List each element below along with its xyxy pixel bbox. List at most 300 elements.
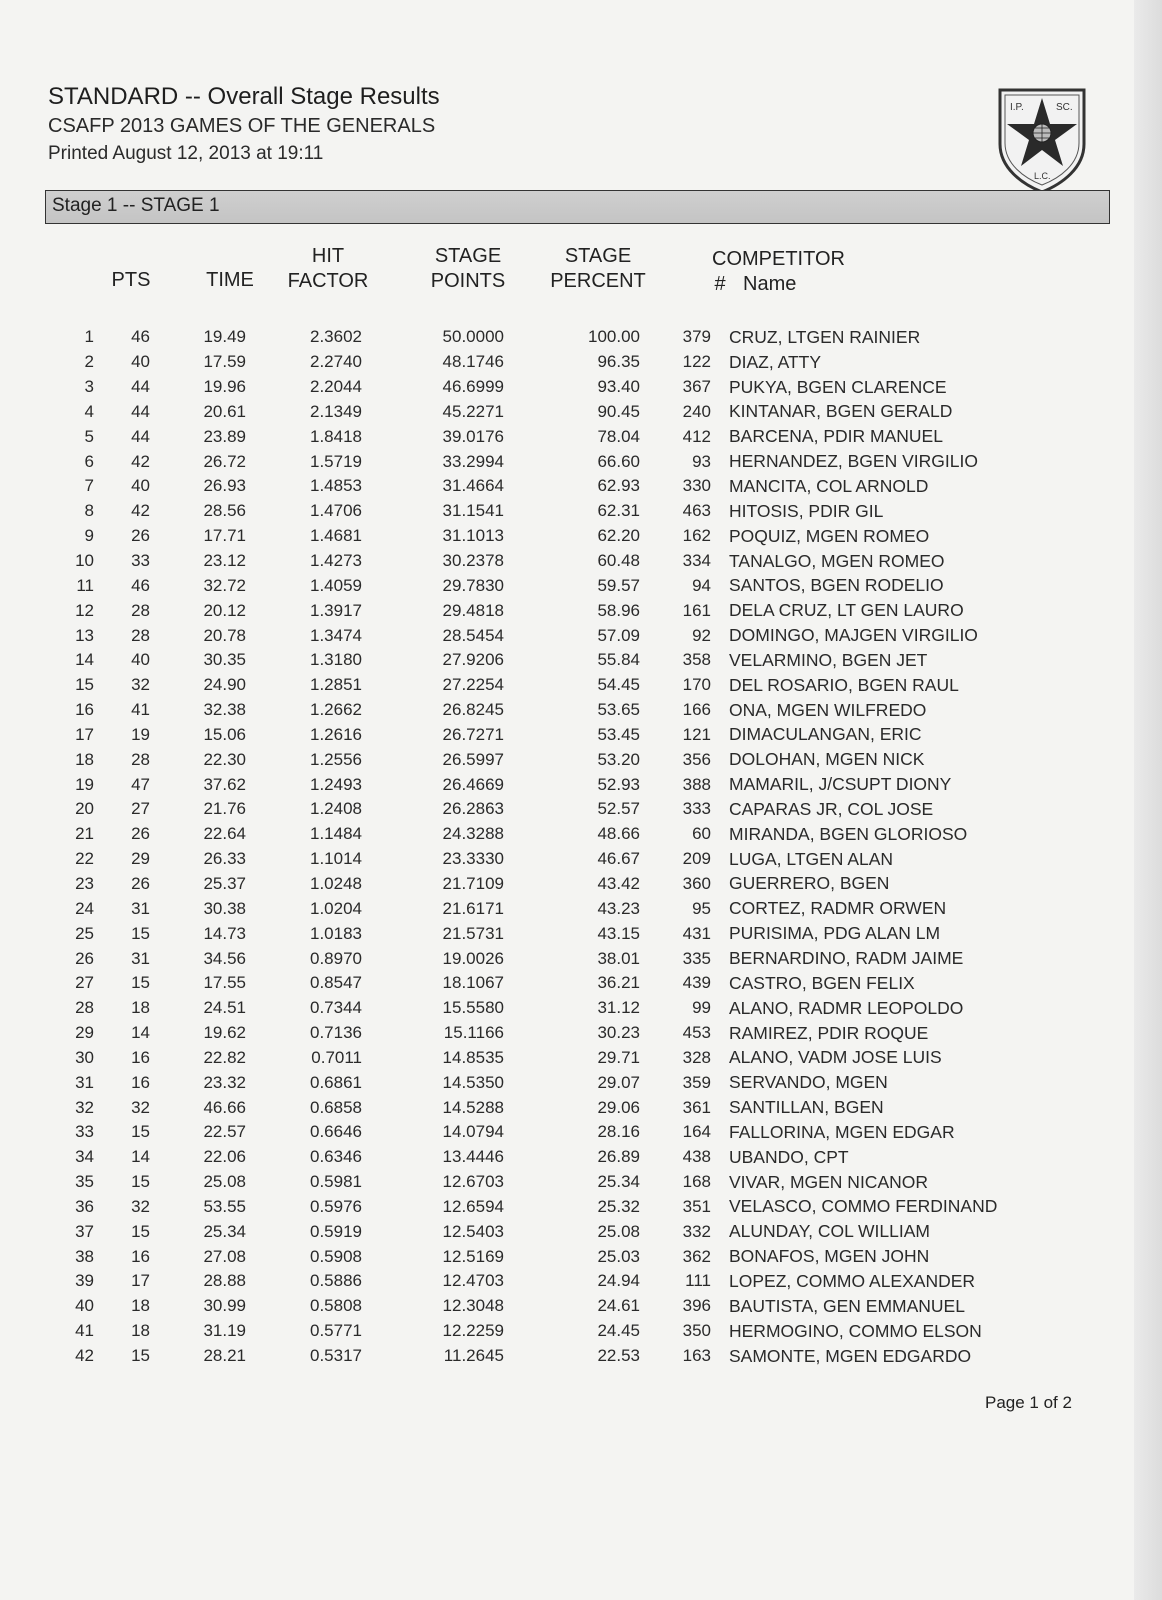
table-row bbox=[60, 673, 997, 698]
hit-factor-cell: 1.8418 bbox=[310, 426, 362, 446]
hit-factor-cell: 1.3180 bbox=[310, 650, 362, 670]
hit-factor-cell: 0.5771 bbox=[310, 1321, 362, 1341]
time-cell: 26.72 bbox=[203, 451, 246, 471]
competitor-name-cell: PUKYA, BGEN CLARENCE bbox=[729, 376, 947, 397]
table-row bbox=[60, 971, 997, 996]
stage-points-cell: 24.3288 bbox=[442, 824, 504, 844]
points-cell: 31 bbox=[131, 948, 150, 968]
stage-percent-cell: 57.09 bbox=[597, 625, 640, 645]
points-cell: 15 bbox=[131, 1346, 150, 1366]
competitor-number-cell: 93 bbox=[692, 451, 711, 471]
hit-factor-cell: 1.0248 bbox=[310, 873, 362, 893]
stage-points-cell: 14.5350 bbox=[442, 1072, 504, 1092]
competitor-name-cell: VELASCO, COMMO FERDINAND bbox=[729, 1196, 998, 1217]
table-row bbox=[60, 623, 997, 648]
competitor-name-cell: BONAFOS, MGEN JOHN bbox=[729, 1246, 930, 1267]
col-header-number: # bbox=[714, 273, 726, 295]
time-cell: 25.08 bbox=[203, 1172, 246, 1192]
time-cell: 23.32 bbox=[203, 1072, 246, 1092]
table-row bbox=[60, 797, 997, 822]
time-cell: 46.66 bbox=[203, 1097, 246, 1117]
table-row bbox=[60, 1021, 997, 1046]
rank-cell: 17 bbox=[75, 724, 94, 744]
points-cell: 14 bbox=[131, 1147, 150, 1167]
stage-header-bar bbox=[45, 190, 1110, 224]
time-cell: 28.88 bbox=[203, 1271, 246, 1291]
hit-factor-cell: 1.4853 bbox=[310, 476, 362, 496]
competitor-name-cell: HITOSIS, PDIR GIL bbox=[729, 500, 884, 521]
table-row bbox=[60, 1145, 997, 1170]
competitor-number-cell: 111 bbox=[685, 1271, 711, 1291]
competitor-name-cell: CAPARAS JR, COL JOSE bbox=[729, 798, 934, 819]
hit-factor-cell: 1.4681 bbox=[310, 526, 362, 546]
competitor-number-cell: 388 bbox=[682, 774, 711, 794]
stage-points-cell: 12.4703 bbox=[442, 1271, 504, 1291]
competitor-name-cell: ALUNDAY, COL WILLIAM bbox=[729, 1221, 930, 1242]
time-cell: 32.72 bbox=[203, 575, 246, 595]
points-cell: 28 bbox=[131, 600, 150, 620]
rank-cell: 35 bbox=[75, 1172, 94, 1192]
points-cell: 40 bbox=[131, 476, 150, 496]
competitor-name-cell: HERNANDEZ, BGEN VIRGILIO bbox=[729, 451, 978, 472]
points-cell: 31 bbox=[131, 898, 150, 918]
hit-factor-cell: 0.5808 bbox=[310, 1296, 362, 1316]
rank-cell: 16 bbox=[75, 700, 94, 720]
stage-points-cell: 14.0794 bbox=[442, 1122, 504, 1142]
competitor-number-cell: 95 bbox=[692, 898, 711, 918]
stage-points-cell: 31.4664 bbox=[442, 476, 504, 496]
table-row bbox=[60, 449, 997, 474]
rank-cell: 14 bbox=[75, 650, 94, 670]
points-cell: 47 bbox=[131, 774, 150, 794]
time-cell: 17.59 bbox=[203, 352, 246, 372]
rank-cell: 1 bbox=[84, 327, 94, 347]
competitor-number-cell: 350 bbox=[682, 1321, 711, 1341]
competitor-number-cell: 60 bbox=[692, 824, 711, 844]
hit-factor-cell: 1.4273 bbox=[310, 551, 362, 571]
stage-points-cell: 19.0026 bbox=[442, 948, 504, 968]
points-cell: 40 bbox=[131, 650, 150, 670]
table-row bbox=[60, 375, 997, 400]
competitor-number-cell: 334 bbox=[682, 551, 711, 571]
rank-cell: 3 bbox=[84, 377, 94, 397]
competitor-name-cell: CRUZ, LTGEN RAINIER bbox=[729, 326, 921, 347]
table-row bbox=[60, 723, 997, 748]
time-cell: 24.51 bbox=[203, 998, 246, 1018]
stage-percent-cell: 29.07 bbox=[597, 1072, 640, 1092]
logo-text-right: SC. bbox=[1056, 102, 1073, 113]
hit-factor-cell: 0.8970 bbox=[310, 948, 362, 968]
time-cell: 53.55 bbox=[203, 1196, 246, 1216]
competitor-name-cell: SANTILLAN, BGEN bbox=[729, 1097, 884, 1118]
stage-percent-cell: 53.20 bbox=[597, 749, 640, 769]
table-row bbox=[60, 1319, 997, 1344]
rank-cell: 34 bbox=[75, 1147, 94, 1167]
stage-points-cell: 26.2863 bbox=[442, 799, 504, 819]
report-title: STANDARD -- Overall Stage Results bbox=[48, 83, 440, 110]
points-cell: 19 bbox=[131, 724, 150, 744]
competitor-number-cell: 412 bbox=[682, 426, 711, 446]
time-cell: 26.93 bbox=[203, 476, 246, 496]
points-cell: 41 bbox=[131, 700, 150, 720]
points-cell: 15 bbox=[131, 1122, 150, 1142]
col-header-stage-percent: STAGE PERCENT bbox=[550, 245, 646, 292]
competitor-number-cell: 92 bbox=[692, 625, 711, 645]
table-row bbox=[60, 1195, 997, 1220]
competitor-name-cell: ALANO, RADMR LEOPOLDO bbox=[729, 997, 964, 1018]
stage-points-cell: 15.1166 bbox=[443, 1023, 504, 1043]
stage-percent-cell: 62.20 bbox=[597, 526, 640, 546]
rank-cell: 40 bbox=[75, 1296, 94, 1316]
time-cell: 30.35 bbox=[203, 650, 246, 670]
table-row bbox=[60, 474, 997, 499]
stage-points-cell: 29.4818 bbox=[442, 600, 504, 620]
stage-points-cell: 12.2259 bbox=[442, 1321, 504, 1341]
hit-factor-cell: 0.5981 bbox=[310, 1172, 362, 1192]
hit-factor-cell: 1.4706 bbox=[310, 501, 362, 521]
competitor-name-cell: CASTRO, BGEN FELIX bbox=[729, 972, 915, 993]
rank-cell: 25 bbox=[75, 923, 94, 943]
col-header-pts: PTS bbox=[111, 269, 151, 291]
time-cell: 25.37 bbox=[203, 873, 246, 893]
hit-factor-cell: 0.7136 bbox=[310, 1023, 362, 1043]
stage-points-cell: 26.4669 bbox=[442, 774, 504, 794]
stage-percent-cell: 62.31 bbox=[597, 501, 640, 521]
stage-percent-cell: 31.12 bbox=[597, 998, 640, 1018]
stage-points-cell: 28.5454 bbox=[442, 625, 504, 645]
hit-factor-cell: 1.1014 bbox=[310, 849, 362, 869]
time-cell: 19.49 bbox=[203, 327, 246, 347]
stage-points-cell: 21.7109 bbox=[442, 873, 504, 893]
competitor-name-cell: DIMACULANGAN, ERIC bbox=[729, 724, 922, 745]
rank-cell: 13 bbox=[75, 625, 94, 645]
competitor-number-cell: 438 bbox=[682, 1147, 711, 1167]
table-row bbox=[60, 499, 997, 524]
time-cell: 34.56 bbox=[203, 948, 246, 968]
stage-percent-cell: 26.89 bbox=[597, 1147, 640, 1167]
hit-factor-cell: 1.0183 bbox=[310, 923, 362, 943]
stage-points-cell: 12.5169 bbox=[442, 1246, 504, 1266]
time-cell: 15.06 bbox=[203, 724, 246, 744]
competitor-number-cell: 332 bbox=[682, 1221, 711, 1241]
competitor-number-cell: 328 bbox=[682, 1047, 711, 1067]
rank-cell: 27 bbox=[75, 973, 94, 993]
stage-points-cell: 39.0176 bbox=[442, 426, 504, 446]
rank-cell: 31 bbox=[75, 1072, 94, 1092]
competitor-name-cell: MAMARIL, J/CSUPT DIONY bbox=[729, 774, 952, 795]
time-cell: 28.21 bbox=[203, 1346, 246, 1366]
time-cell: 25.34 bbox=[203, 1221, 246, 1241]
competitor-number-cell: 333 bbox=[682, 799, 711, 819]
competitor-number-cell: 163 bbox=[682, 1346, 711, 1366]
competitor-name-cell: DOMINGO, MAJGEN VIRGILIO bbox=[729, 625, 978, 646]
competitor-number-cell: 463 bbox=[682, 501, 711, 521]
points-cell: 29 bbox=[131, 849, 150, 869]
scan-page-edge bbox=[1134, 0, 1162, 1600]
stage-percent-cell: 24.94 bbox=[597, 1271, 640, 1291]
printed-date: Printed August 12, 2013 at 19:11 bbox=[48, 143, 324, 164]
points-cell: 42 bbox=[131, 451, 150, 471]
stage-points-cell: 23.3330 bbox=[442, 849, 504, 869]
stage-percent-cell: 54.45 bbox=[597, 675, 640, 695]
time-cell: 14.73 bbox=[203, 923, 246, 943]
competitor-name-cell: SERVANDO, MGEN bbox=[729, 1072, 888, 1093]
time-cell: 32.38 bbox=[203, 700, 246, 720]
hit-factor-cell: 0.5976 bbox=[310, 1196, 362, 1216]
points-cell: 18 bbox=[131, 1296, 150, 1316]
stage-points-cell: 12.6594 bbox=[442, 1196, 504, 1216]
stage-percent-cell: 43.23 bbox=[597, 898, 640, 918]
stage-points-cell: 31.1541 bbox=[442, 501, 504, 521]
competitor-name-cell: MIRANDA, BGEN GLORIOSO bbox=[729, 823, 968, 844]
table-row bbox=[60, 847, 997, 872]
stage-percent-cell: 24.45 bbox=[597, 1321, 640, 1341]
stage-percent-cell: 53.65 bbox=[597, 700, 640, 720]
stage-points-cell: 46.6999 bbox=[442, 377, 504, 397]
hit-factor-cell: 1.0204 bbox=[310, 898, 362, 918]
points-cell: 32 bbox=[131, 1097, 150, 1117]
time-cell: 22.64 bbox=[203, 824, 246, 844]
competitor-name-cell: KINTANAR, BGEN GERALD bbox=[729, 401, 953, 422]
stage-percent-cell: 22.53 bbox=[597, 1346, 640, 1366]
hit-factor-cell: 0.5317 bbox=[310, 1346, 362, 1366]
competitor-name-cell: LUGA, LTGEN ALAN bbox=[729, 848, 894, 869]
table-row bbox=[60, 1294, 997, 1319]
points-cell: 18 bbox=[131, 998, 150, 1018]
ipsc-shield-star-icon bbox=[996, 86, 1088, 194]
competitor-name-cell: RAMIREZ, PDIR ROQUE bbox=[729, 1022, 929, 1043]
competitor-number-cell: 166 bbox=[682, 700, 711, 720]
time-cell: 37.62 bbox=[203, 774, 246, 794]
stage-percent-cell: 58.96 bbox=[597, 600, 640, 620]
stage-points-cell: 30.2378 bbox=[442, 551, 504, 571]
hit-factor-cell: 2.1349 bbox=[310, 401, 362, 421]
stage-percent-cell: 36.21 bbox=[597, 973, 640, 993]
stage-points-cell: 14.5288 bbox=[442, 1097, 504, 1117]
competitor-number-cell: 168 bbox=[682, 1172, 711, 1192]
points-cell: 15 bbox=[131, 1172, 150, 1192]
stage-points-cell: 27.9206 bbox=[442, 650, 504, 670]
points-cell: 33 bbox=[131, 551, 150, 571]
competitor-name-cell: BARCENA, PDIR MANUEL bbox=[729, 426, 943, 447]
rank-cell: 33 bbox=[75, 1122, 94, 1142]
competitor-name-cell: VELARMINO, BGEN JET bbox=[729, 649, 928, 670]
table-row bbox=[60, 1045, 997, 1070]
competitor-name-cell: GUERRERO, BGEN bbox=[729, 873, 890, 894]
competitor-number-cell: 362 bbox=[682, 1246, 711, 1266]
stage-percent-cell: 62.93 bbox=[597, 476, 640, 496]
rank-cell: 38 bbox=[75, 1246, 94, 1266]
hit-factor-cell: 0.5919 bbox=[310, 1221, 362, 1241]
table-row bbox=[60, 325, 997, 350]
hit-factor-cell: 1.2408 bbox=[310, 799, 362, 819]
stage-percent-cell: 66.60 bbox=[597, 451, 640, 471]
stage-percent-cell: 25.03 bbox=[597, 1246, 640, 1266]
competitor-name-cell: VIVAR, MGEN NICANOR bbox=[729, 1171, 929, 1192]
stage-percent-cell: 96.35 bbox=[597, 352, 640, 372]
logo-text-bottom: L.C. bbox=[1034, 171, 1051, 181]
points-cell: 44 bbox=[131, 401, 150, 421]
time-cell: 22.82 bbox=[203, 1047, 246, 1067]
points-cell: 42 bbox=[131, 501, 150, 521]
rank-cell: 10 bbox=[75, 551, 94, 571]
col-header-hit-factor: HIT FACTOR bbox=[287, 245, 369, 292]
stage-percent-cell: 25.32 bbox=[597, 1196, 640, 1216]
page-number: Page 1 of 2 bbox=[985, 1393, 1072, 1412]
competitor-number-cell: 164 bbox=[682, 1122, 711, 1142]
rank-cell: 12 bbox=[75, 600, 94, 620]
match-name: CSAFP 2013 GAMES OF THE GENERALS bbox=[48, 115, 436, 137]
table-row bbox=[60, 648, 997, 673]
rank-cell: 23 bbox=[75, 873, 94, 893]
points-cell: 15 bbox=[131, 973, 150, 993]
results-table bbox=[60, 325, 997, 1368]
stage-points-cell: 12.5403 bbox=[442, 1221, 504, 1241]
competitor-name-cell: ONA, MGEN WILFREDO bbox=[729, 699, 927, 720]
hit-factor-cell: 1.3917 bbox=[310, 600, 362, 620]
stage-points-cell: 29.7830 bbox=[442, 575, 504, 595]
hit-factor-cell: 1.2556 bbox=[310, 749, 362, 769]
competitor-name-cell: DIAZ, ATTY bbox=[729, 351, 822, 372]
rank-cell: 11 bbox=[76, 575, 94, 595]
competitor-number-cell: 351 bbox=[682, 1196, 711, 1216]
rank-cell: 30 bbox=[75, 1047, 94, 1067]
stage-percent-cell: 78.04 bbox=[597, 426, 640, 446]
points-cell: 32 bbox=[131, 675, 150, 695]
points-cell: 26 bbox=[131, 824, 150, 844]
stage-percent-cell: 43.42 bbox=[597, 873, 640, 893]
hit-factor-cell: 0.7011 bbox=[311, 1047, 362, 1067]
rank-cell: 24 bbox=[75, 898, 94, 918]
rank-cell: 18 bbox=[75, 749, 94, 769]
rank-cell: 9 bbox=[84, 526, 94, 546]
hit-factor-cell: 0.6346 bbox=[310, 1147, 362, 1167]
hit-factor-cell: 1.2662 bbox=[310, 700, 362, 720]
stage-points-cell: 27.2254 bbox=[442, 675, 504, 695]
competitor-name-cell: SANTOS, BGEN RODELIO bbox=[729, 575, 944, 596]
competitor-number-cell: 396 bbox=[682, 1296, 711, 1316]
competitor-name-cell: CORTEZ, RADMR ORWEN bbox=[729, 898, 947, 919]
points-cell: 40 bbox=[131, 352, 150, 372]
table-row bbox=[60, 896, 997, 921]
points-cell: 28 bbox=[131, 625, 150, 645]
competitor-name-cell: MANCITA, COL ARNOLD bbox=[729, 475, 929, 496]
stage-percent-cell: 30.23 bbox=[597, 1023, 640, 1043]
hit-factor-cell: 1.4059 bbox=[310, 575, 362, 595]
hit-factor-cell: 1.2493 bbox=[310, 774, 362, 794]
stage-points-cell: 13.4446 bbox=[442, 1147, 504, 1167]
rank-cell: 37 bbox=[75, 1221, 94, 1241]
time-cell: 27.08 bbox=[203, 1246, 246, 1266]
table-row bbox=[60, 400, 997, 425]
report-header bbox=[48, 82, 440, 168]
hit-factor-cell: 1.2616 bbox=[310, 724, 362, 744]
table-row bbox=[60, 747, 997, 772]
table-row bbox=[60, 524, 997, 549]
stage-percent-cell: 90.45 bbox=[597, 401, 640, 421]
competitor-number-cell: 209 bbox=[682, 849, 711, 869]
competitor-number-cell: 335 bbox=[682, 948, 711, 968]
competitor-name-cell: SAMONTE, MGEN EDGARDO bbox=[729, 1345, 972, 1366]
stage-percent-cell: 52.93 bbox=[597, 774, 640, 794]
points-cell: 44 bbox=[131, 377, 150, 397]
stage-percent-cell: 25.34 bbox=[597, 1172, 640, 1192]
competitor-number-cell: 99 bbox=[692, 998, 711, 1018]
competitor-name-cell: LOPEZ, COMMO ALEXANDER bbox=[729, 1270, 976, 1291]
stage-points-cell: 45.2271 bbox=[442, 401, 504, 421]
competitor-number-cell: 360 bbox=[682, 873, 711, 893]
hit-factor-cell: 2.3602 bbox=[310, 327, 362, 347]
hit-factor-cell: 1.2851 bbox=[310, 675, 362, 695]
table-row bbox=[60, 996, 997, 1021]
hit-factor-cell: 0.6646 bbox=[310, 1122, 362, 1142]
competitor-number-cell: 330 bbox=[682, 476, 711, 496]
competitor-name-cell: POQUIZ, MGEN ROMEO bbox=[729, 525, 930, 546]
table-row bbox=[60, 350, 997, 375]
points-cell: 15 bbox=[131, 923, 150, 943]
stage-points-cell: 14.8535 bbox=[442, 1047, 504, 1067]
competitor-number-cell: 359 bbox=[682, 1072, 711, 1092]
rank-cell: 5 bbox=[84, 426, 94, 446]
competitor-number-cell: 439 bbox=[682, 973, 711, 993]
table-row bbox=[60, 598, 997, 623]
rank-cell: 41 bbox=[75, 1321, 94, 1341]
rank-cell: 2 bbox=[84, 352, 94, 372]
rank-cell: 36 bbox=[75, 1196, 94, 1216]
stage-label: Stage 1 -- STAGE 1 bbox=[52, 195, 220, 216]
table-row bbox=[60, 1269, 997, 1294]
table-row bbox=[60, 698, 997, 723]
time-cell: 26.33 bbox=[203, 849, 246, 869]
stage-percent-cell: 29.06 bbox=[597, 1097, 640, 1117]
stage-percent-cell: 46.67 bbox=[597, 849, 640, 869]
time-cell: 24.90 bbox=[203, 675, 246, 695]
table-row bbox=[60, 549, 997, 574]
stage-points-cell: 18.1067 bbox=[442, 973, 504, 993]
stage-percent-cell: 43.15 bbox=[597, 923, 640, 943]
table-row bbox=[60, 822, 997, 847]
competitor-name-cell: FALLORINA, MGEN EDGAR bbox=[729, 1121, 955, 1142]
table-row bbox=[60, 1120, 997, 1145]
stage-percent-cell: 60.48 bbox=[597, 551, 640, 571]
competitor-name-cell: DEL ROSARIO, BGEN RAUL bbox=[729, 674, 959, 695]
points-cell: 46 bbox=[131, 575, 150, 595]
rank-cell: 29 bbox=[75, 1023, 94, 1043]
rank-cell: 6 bbox=[84, 451, 94, 471]
competitor-number-cell: 431 bbox=[682, 923, 711, 943]
time-cell: 22.06 bbox=[203, 1147, 246, 1167]
competitor-name-cell: BERNARDINO, RADM JAIME bbox=[729, 948, 964, 969]
points-cell: 27 bbox=[131, 799, 150, 819]
points-cell: 15 bbox=[131, 1221, 150, 1241]
stage-percent-cell: 24.61 bbox=[597, 1296, 640, 1316]
results-table-body bbox=[60, 325, 997, 1368]
competitor-number-cell: 358 bbox=[682, 650, 711, 670]
competitor-name-cell: UBANDO, CPT bbox=[729, 1146, 849, 1167]
stage-points-cell: 50.0000 bbox=[442, 327, 504, 347]
stage-points-cell: 26.7271 bbox=[442, 724, 504, 744]
points-cell: 26 bbox=[131, 873, 150, 893]
rank-cell: 15 bbox=[75, 675, 94, 695]
hit-factor-cell: 0.5908 bbox=[310, 1246, 362, 1266]
col-header-competitor: COMPETITOR bbox=[712, 248, 845, 270]
time-cell: 19.62 bbox=[203, 1023, 246, 1043]
competitor-number-cell: 240 bbox=[682, 401, 711, 421]
competitor-name-cell: ALANO, VADM JOSE LUIS bbox=[729, 1047, 942, 1068]
hit-factor-cell: 0.8547 bbox=[310, 973, 362, 993]
rank-cell: 19 bbox=[75, 774, 94, 794]
competitor-name-cell: TANALGO, MGEN ROMEO bbox=[729, 550, 945, 571]
